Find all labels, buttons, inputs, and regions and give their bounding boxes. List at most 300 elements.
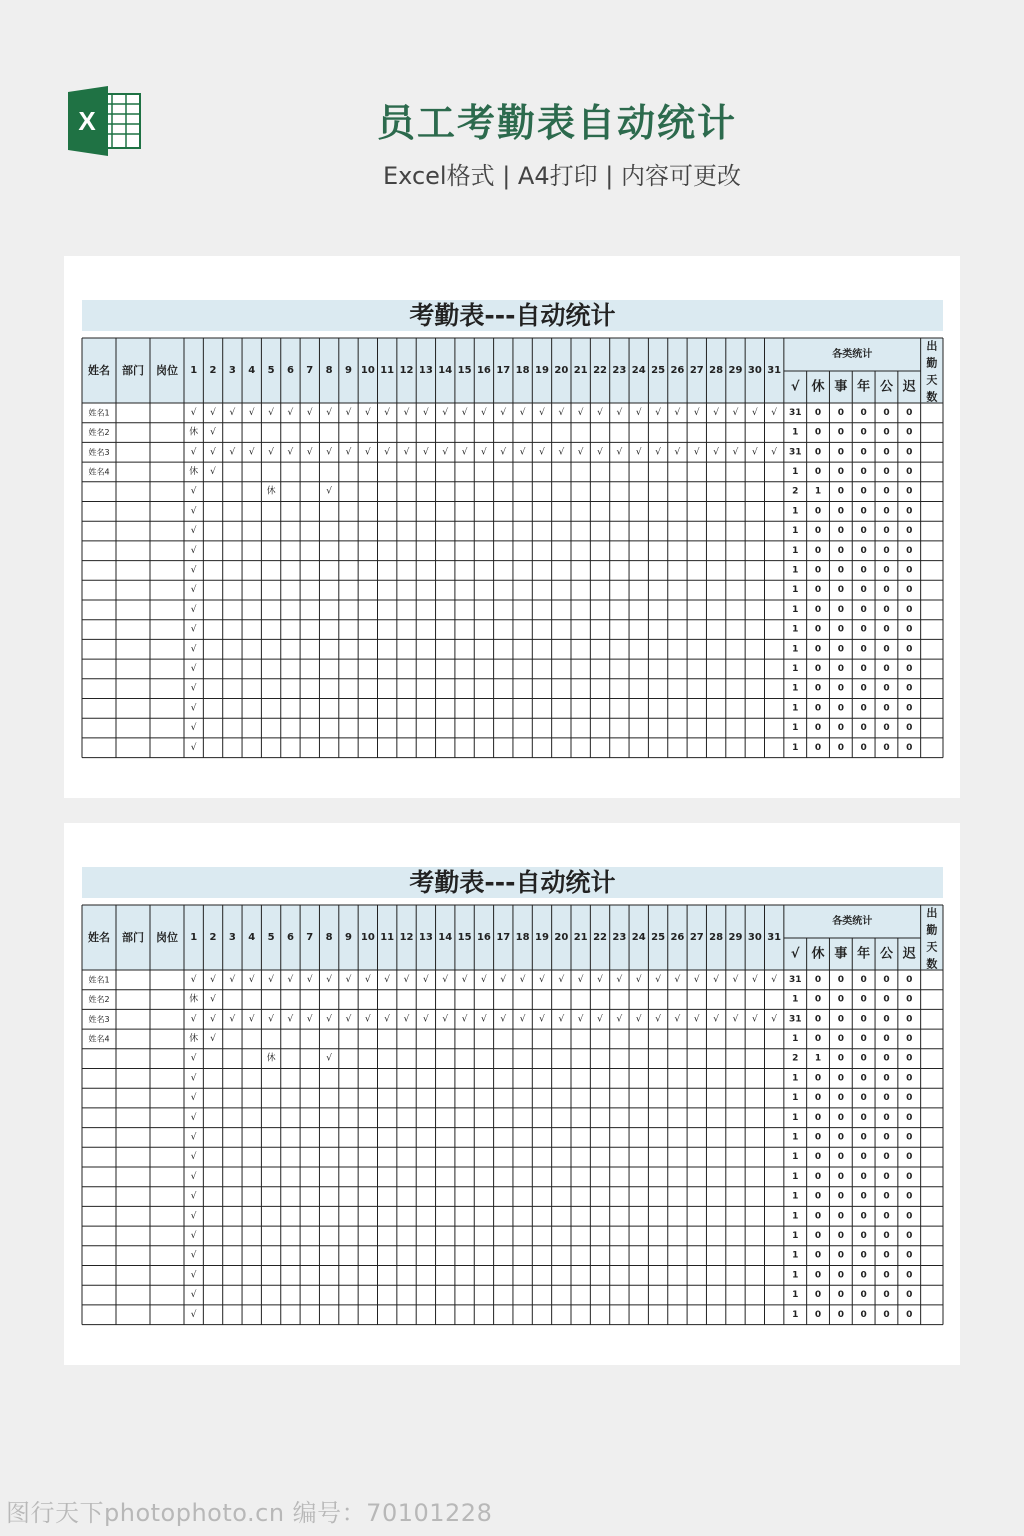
stat-value: 0 [883,1112,890,1123]
column-header-day: 7 [306,365,314,376]
stat-value: 0 [883,1053,890,1064]
stat-value: 0 [860,742,867,753]
attendance-mark: √ [190,1053,197,1064]
attendance-mark: √ [713,974,719,985]
stat-value: 0 [906,1093,913,1104]
attendance-mark: √ [229,1014,236,1025]
attendance-mark: √ [190,1112,197,1123]
stat-value: 0 [860,1171,867,1182]
stat-value: 0 [837,624,844,635]
stat-value: 0 [814,994,822,1005]
stat-value: 0 [837,1191,844,1202]
attendance-mark: √ [732,1014,739,1025]
stat-value: 0 [883,526,890,537]
stat-value: 1 [792,1309,799,1320]
attendance-mark: √ [423,447,429,458]
stat-value: 0 [860,1309,867,1320]
stat-value: 0 [883,407,890,418]
stat-value: 1 [792,526,799,537]
column-header-day: 10 [360,932,375,943]
column-header-day: 22 [593,932,607,943]
attendance-mark: √ [190,644,197,655]
stat-value: 0 [860,994,867,1005]
attendance-mark: √ [190,1309,197,1320]
stat-value: 0 [860,723,867,734]
stat-value: 0 [814,1033,822,1044]
attendance-mark: √ [190,703,197,714]
stat-value: 0 [860,1053,867,1064]
stat-value: 1 [792,565,799,576]
attendance-mark: √ [190,407,197,418]
column-header-day: 1 [190,932,198,943]
attendance-mark: √ [190,683,197,694]
stat-value: 0 [860,1152,867,1163]
attendance-mark: √ [481,1014,487,1025]
stat-value: 0 [883,1152,890,1163]
stat-value: 0 [883,447,890,458]
page-subtitle: Excel格式 | A4打印 | 内容可更改 [383,162,741,190]
stat-value: 0 [883,506,890,517]
attendance-mark: √ [597,407,603,418]
attendance-mark: √ [519,974,526,985]
stat-value: 1 [792,545,799,556]
attendance-mark: √ [771,407,778,418]
stat-value: 0 [814,723,822,734]
stat-value: 0 [814,447,822,458]
attendance-mark: √ [635,974,642,985]
attendance-mark: √ [190,1093,197,1104]
stat-value: 1 [792,466,799,477]
stat-value: 0 [906,1191,913,1202]
stat-value: 0 [814,1152,822,1163]
attendance-mark: √ [210,427,216,438]
stat-value: 0 [837,1171,844,1182]
stat-value: 0 [860,545,867,556]
column-header-day: 15 [457,932,472,943]
attendance-mark: √ [481,974,487,985]
column-header-attendance-char: 天 [926,373,938,387]
stat-value: 1 [792,1250,799,1261]
stat-value: 0 [860,624,867,635]
stat-value: 0 [814,974,822,985]
attendance-mark: √ [287,407,294,418]
column-header-attendance-char: 勤 [926,923,938,937]
stat-value: 0 [906,1014,913,1025]
stat-value: 0 [814,1270,822,1281]
column-header-name: 姓名 [88,364,110,377]
column-header-day: 24 [631,932,646,943]
stat-value: 0 [837,703,844,714]
stat-value: 0 [837,407,844,418]
attendance-mark: √ [539,974,545,985]
column-header-day: 22 [593,365,607,376]
stat-value: 0 [883,604,890,615]
attendance-mark: √ [616,447,623,458]
stat-value: 0 [860,565,867,576]
attendance-mark: √ [500,974,507,985]
stat-value: 0 [837,1270,844,1281]
column-header-stat-type: 年 [857,379,871,395]
attendance-mark: √ [345,407,352,418]
stat-value: 1 [792,1132,799,1143]
attendance-mark: √ [771,1014,778,1025]
column-header-day: 20 [554,365,569,376]
stat-value: 0 [814,663,822,674]
stat-value: 0 [837,604,844,615]
stat-value: 2 [792,486,799,497]
column-header-day: 10 [360,365,375,376]
column-header-day: 19 [535,365,549,376]
attendance-mark: √ [713,1014,719,1025]
page-title: 员工考勤表自动统计 [376,101,737,145]
attendance-mark: √ [210,974,216,985]
stat-value: 1 [792,427,799,438]
stat-value: 0 [883,994,890,1005]
attendance-mark: √ [713,447,719,458]
page-header [0,0,1024,230]
stat-value: 0 [860,1033,867,1044]
attendance-mark: √ [655,1014,661,1025]
sheet-title: 考勤表---自动统计 [82,867,943,898]
column-header-day: 24 [631,365,646,376]
stat-value: 0 [883,1014,890,1025]
stat-value: 0 [814,683,822,694]
attendance-mark: √ [423,407,429,418]
column-header-attendance-char: 天 [926,940,938,954]
attendance-mark: √ [558,974,565,985]
stat-value: 0 [860,974,867,985]
attendance-mark: 休 [266,1053,276,1064]
attendance-mark: √ [268,1014,274,1025]
attendance-mark: √ [500,407,507,418]
column-header-day: 1 [190,365,198,376]
column-header-dept: 部门 [122,364,144,377]
column-header-day: 16 [476,365,491,376]
attendance-mark: √ [635,447,642,458]
stat-value: 0 [906,1053,913,1064]
attendance-mark: √ [558,447,565,458]
attendance-mark: √ [326,447,332,458]
column-header-stat-type: 公 [879,379,893,395]
column-header-day: 20 [554,932,569,943]
column-header-attendance-char: 勤 [926,356,938,370]
attendance-mark: √ [210,466,216,477]
attendance-mark: √ [190,585,197,596]
attendance-mark: √ [577,447,584,458]
row-name: 姓名1 [88,975,110,985]
stat-value: 0 [906,1270,913,1281]
attendance-mark: √ [558,1014,565,1025]
attendance-mark: √ [751,1014,758,1025]
column-header-day: 30 [747,932,762,943]
attendance-mark: √ [597,447,603,458]
attendance-mark: √ [423,974,429,985]
stat-value: 0 [860,1093,867,1104]
column-header-stat-type: √ [790,379,800,395]
stat-value: 0 [837,723,844,734]
stat-value: 0 [837,974,844,985]
attendance-mark: √ [403,447,410,458]
stat-value: 0 [837,565,844,576]
stat-value: 0 [837,1290,844,1301]
attendance-mark: √ [597,974,603,985]
attendance-mark: √ [500,1014,507,1025]
stat-value: 0 [906,506,913,517]
stat-value: 0 [906,974,913,985]
attendance-mark: √ [345,447,352,458]
stat-value: 0 [906,683,913,694]
stat-value: 0 [883,427,890,438]
stat-value: 0 [883,703,890,714]
stat-value: 0 [906,526,913,537]
stat-value: 1 [792,624,799,635]
attendance-sheet-2 [64,823,960,1365]
stat-value: 0 [814,506,822,517]
row-name: 姓名3 [88,447,110,457]
stat-value: 0 [906,1309,913,1320]
attendance-mark: √ [210,447,216,458]
stat-value: 0 [814,1309,822,1320]
attendance-mark: √ [539,1014,545,1025]
stat-value: 0 [860,1112,867,1123]
stat-value: 1 [792,663,799,674]
attendance-mark: √ [229,974,236,985]
stat-value: 0 [837,427,844,438]
column-header-day: 15 [457,365,472,376]
column-header-day: 30 [747,365,762,376]
stat-value: 0 [860,1230,867,1241]
attendance-mark: √ [190,526,197,537]
stat-value: 0 [814,1112,822,1123]
attendance-mark: √ [210,407,216,418]
column-header-position: 岗位 [156,364,178,377]
stat-value: 0 [906,663,913,674]
column-header-day: 17 [496,365,511,376]
attendance-mark: √ [229,407,236,418]
column-header-day: 23 [612,365,627,376]
attendance-mark: √ [190,1152,197,1163]
column-header-day: 11 [380,932,395,943]
attendance-mark: √ [190,1230,197,1241]
stat-value: 0 [906,1112,913,1123]
stat-value: 0 [906,624,913,635]
attendance-mark: √ [423,1014,429,1025]
excel-logo-letter: X [78,106,96,136]
stat-value: 0 [837,1309,844,1320]
stat-value: 0 [906,427,913,438]
stat-value: 0 [883,1250,890,1261]
column-header-day: 5 [267,365,275,376]
attendance-mark: √ [442,447,449,458]
row-name: 姓名2 [88,995,110,1005]
column-header-day: 12 [399,932,414,943]
stat-value: 0 [814,585,822,596]
row-name: 姓名1 [88,408,110,418]
attendance-mark: √ [190,1191,197,1202]
stat-value: 0 [883,1033,890,1044]
stat-value: 1 [814,486,822,497]
stat-value: 0 [860,1073,867,1084]
stat-value: 0 [860,486,867,497]
stat-value: 0 [837,506,844,517]
stat-value: 0 [837,447,844,458]
column-header-stat-type: 迟 [902,946,916,962]
attendance-mark: √ [287,1014,294,1025]
attendance-mark: √ [384,974,391,985]
stat-value: 0 [860,703,867,714]
attendance-mark: √ [635,407,642,418]
row-name: 姓名3 [88,1014,110,1024]
stat-value: 0 [906,585,913,596]
column-header-day: 26 [670,932,685,943]
attendance-mark: √ [519,447,526,458]
attendance-mark: √ [732,447,739,458]
stat-value: 0 [906,1211,913,1222]
stat-value: 0 [814,427,822,438]
attendance-mark: √ [229,447,236,458]
stat-value: 1 [792,723,799,734]
attendance-mark: √ [693,407,700,418]
stat-value: 0 [837,644,844,655]
stat-value: 0 [906,723,913,734]
stat-value: 0 [837,1250,844,1261]
stat-value: 0 [906,407,913,418]
column-header-stat-type: √ [790,946,800,962]
attendance-mark: √ [461,974,468,985]
stat-value: 0 [814,624,822,635]
stat-value: 0 [883,466,890,477]
stat-value: 31 [788,974,802,985]
column-header-day: 21 [573,932,588,943]
stat-value: 0 [906,1132,913,1143]
attendance-mark: √ [655,974,661,985]
stat-value: 0 [837,742,844,753]
attendance-mark: √ [190,565,197,576]
stat-value: 0 [906,604,913,615]
stat-value: 0 [906,1230,913,1241]
stat-value: 0 [906,565,913,576]
stat-value: 0 [883,624,890,635]
stat-value: 1 [792,1033,799,1044]
stat-value: 0 [837,1230,844,1241]
stat-value: 1 [792,1191,799,1202]
attendance-mark: 休 [189,466,199,477]
stat-value: 0 [837,585,844,596]
column-header-day: 27 [689,365,704,376]
stat-value: 1 [792,1093,799,1104]
stat-value: 0 [883,1191,890,1202]
attendance-mark: √ [539,407,545,418]
attendance-mark: √ [190,1132,197,1143]
column-header-day: 6 [286,365,294,376]
attendance-mark: √ [190,486,197,497]
attendance-mark: √ [461,447,468,458]
column-header-attendance-char: 数 [926,390,938,404]
attendance-mark: √ [190,723,197,734]
attendance-mark: √ [326,407,332,418]
stat-value: 1 [792,994,799,1005]
attendance-mark: √ [751,974,758,985]
column-header-day: 3 [228,365,236,376]
row-name: 姓名4 [88,467,110,477]
stat-value: 0 [837,663,844,674]
attendance-mark: √ [384,407,391,418]
stat-value: 0 [837,466,844,477]
row-name: 姓名2 [88,428,110,438]
stat-value: 1 [792,585,799,596]
attendance-mark: √ [248,1014,255,1025]
stat-value: 1 [792,1152,799,1163]
column-header-stat-type: 公 [879,946,893,962]
attendance-mark: √ [771,974,778,985]
attendance-mark: √ [384,1014,391,1025]
stat-value: 1 [792,703,799,714]
stat-value: 0 [814,1211,822,1222]
stat-value: 1 [814,1053,822,1064]
stat-value: 0 [814,1171,822,1182]
attendance-mark: √ [713,407,719,418]
stat-value: 0 [814,1230,822,1241]
stat-value: 0 [883,723,890,734]
attendance-mark: √ [287,447,294,458]
column-header-day: 3 [228,932,236,943]
stat-value: 0 [906,486,913,497]
stat-value: 0 [906,1250,913,1261]
attendance-mark: √ [674,407,681,418]
column-header-day: 18 [515,932,530,943]
stat-value: 0 [814,703,822,714]
attendance-mark: √ [384,447,391,458]
column-header-day: 23 [612,932,627,943]
stat-value: 0 [883,644,890,655]
sheet-title: 考勤表---自动统计 [82,300,943,331]
column-header-stats: 各类统计 [832,916,873,927]
stat-value: 0 [814,1290,822,1301]
attendance-mark: √ [190,604,197,615]
column-header-day: 14 [438,365,453,376]
column-header-day: 28 [709,365,724,376]
attendance-mark: √ [268,974,274,985]
stat-value: 1 [792,1073,799,1084]
attendance-mark: √ [616,974,623,985]
attendance-mark: √ [364,447,371,458]
stat-value: 0 [814,1073,822,1084]
attendance-mark: √ [403,974,410,985]
attendance-mark: √ [248,447,255,458]
attendance-mark: √ [210,994,216,1005]
stat-value: 0 [883,565,890,576]
column-header-day: 31 [767,365,782,376]
stat-value: 0 [814,1132,822,1143]
column-header-day: 9 [344,365,352,376]
stat-value: 0 [906,545,913,556]
attendance-mark: √ [306,974,313,985]
attendance-mark: √ [635,1014,642,1025]
attendance-mark: √ [364,407,371,418]
column-header-day: 8 [325,365,333,376]
stat-value: 0 [883,1309,890,1320]
stat-value: 0 [906,644,913,655]
stat-value: 31 [788,447,802,458]
stat-value: 0 [860,1211,867,1222]
stat-value: 0 [814,604,822,615]
stat-value: 0 [906,466,913,477]
column-header-day: 12 [399,365,414,376]
stat-value: 0 [814,1014,822,1025]
attendance-mark: √ [732,974,739,985]
stat-value: 0 [814,466,822,477]
attendance-mark: √ [693,974,700,985]
